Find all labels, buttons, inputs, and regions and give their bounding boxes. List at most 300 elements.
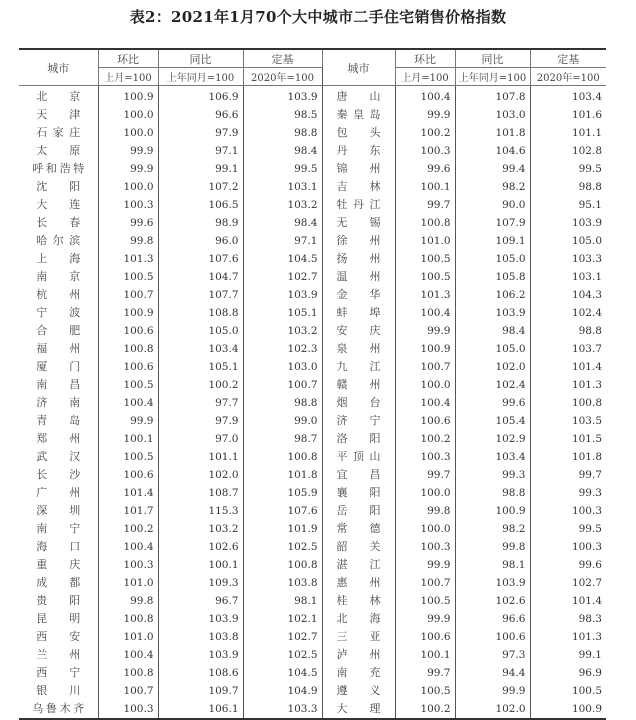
city-cell (19, 160, 98, 178)
city-name: 海口 (36, 540, 81, 553)
table-row (19, 178, 606, 196)
fixed-value: 101.4 (530, 592, 606, 610)
fixed-value: 100.3 (530, 502, 606, 520)
fixed-value: 103.9 (243, 86, 322, 107)
mom-value: 100.3 (395, 448, 455, 466)
table-row (19, 664, 606, 682)
city-cell (19, 250, 98, 268)
city-cell (19, 232, 98, 250)
city-cell (322, 484, 395, 502)
fixed-value: 98.3 (530, 610, 606, 628)
fixed-value: 101.3 (530, 376, 606, 394)
header-city-left: 城市 (19, 49, 98, 86)
yoy-value: 105.8 (455, 268, 530, 286)
city-name: 丹东 (336, 144, 381, 157)
yoy-value: 99.1 (158, 160, 243, 178)
yoy-value: 103.9 (455, 574, 530, 592)
city-name: 常德 (336, 522, 381, 535)
header-mom-left: 环比 (98, 49, 158, 68)
yoy-value: 105.0 (455, 340, 530, 358)
table-row (19, 520, 606, 538)
fixed-value: 103.9 (530, 214, 606, 232)
table-row (19, 142, 606, 160)
yoy-value: 102.0 (455, 358, 530, 376)
mom-value: 100.3 (98, 196, 158, 214)
city-name: 广州 (36, 486, 81, 499)
yoy-value: 90.0 (455, 196, 530, 214)
city-name: 宁波 (36, 306, 81, 319)
mom-value: 100.2 (395, 430, 455, 448)
yoy-value: 107.9 (455, 214, 530, 232)
city-cell (19, 700, 98, 719)
table-row (19, 268, 606, 286)
yoy-value: 107.2 (158, 178, 243, 196)
fixed-value: 101.8 (243, 466, 322, 484)
yoy-value: 107.8 (455, 86, 530, 107)
mom-value: 99.9 (98, 142, 158, 160)
city-name: 韶关 (336, 540, 381, 553)
yoy-value: 102.4 (455, 376, 530, 394)
city-name: 深圳 (36, 504, 81, 517)
table-row (19, 394, 606, 412)
table-row (19, 232, 606, 250)
city-cell (19, 466, 98, 484)
city-name: 湛江 (336, 558, 381, 571)
city-name: 贵阳 (36, 594, 81, 607)
city-cell (19, 412, 98, 430)
mom-value: 101.3 (395, 286, 455, 304)
city-name: 桂林 (336, 594, 381, 607)
city-name: 长沙 (36, 468, 81, 481)
mom-value: 99.8 (395, 502, 455, 520)
mom-value: 99.9 (395, 610, 455, 628)
yoy-value: 109.1 (455, 232, 530, 250)
table-row (19, 700, 606, 719)
price-index-table (19, 48, 606, 720)
fixed-value: 103.4 (530, 86, 606, 107)
fixed-value: 104.3 (530, 286, 606, 304)
city-cell (19, 178, 98, 196)
city-cell (322, 358, 395, 376)
table-row (19, 592, 606, 610)
city-cell (19, 610, 98, 628)
city-name: 北京 (36, 90, 81, 103)
city-name: 徐州 (336, 234, 381, 247)
mom-value: 100.4 (98, 646, 158, 664)
mom-value: 100.5 (395, 592, 455, 610)
yoy-value: 102.0 (455, 700, 530, 719)
city-cell (19, 646, 98, 664)
city-cell (19, 376, 98, 394)
city-name: 郑州 (36, 432, 81, 445)
fixed-value: 103.8 (243, 574, 322, 592)
fixed-value: 96.9 (530, 664, 606, 682)
city-name: 昆明 (36, 612, 81, 625)
yoy-value: 98.2 (455, 520, 530, 538)
city-cell (19, 304, 98, 322)
mom-value: 100.6 (98, 466, 158, 484)
city-name: 乌鲁木齐 (32, 702, 85, 715)
yoy-value: 98.1 (455, 556, 530, 574)
city-cell (19, 124, 98, 142)
yoy-value: 107.6 (158, 250, 243, 268)
fixed-value: 99.5 (530, 160, 606, 178)
fixed-value: 101.1 (530, 124, 606, 142)
table-body (19, 86, 606, 720)
fixed-value: 98.8 (530, 178, 606, 196)
mom-value: 99.6 (395, 160, 455, 178)
city-cell (322, 664, 395, 682)
city-name: 泉州 (336, 342, 381, 355)
mom-value: 100.1 (98, 430, 158, 448)
mom-value: 100.0 (395, 520, 455, 538)
header-fixed-left: 定基 (243, 49, 322, 68)
city-cell (322, 304, 395, 322)
fixed-value: 99.5 (530, 520, 606, 538)
yoy-value: 108.8 (158, 304, 243, 322)
city-name: 哈尔滨 (36, 234, 81, 247)
table-row (19, 538, 606, 556)
header-mom-base-right: 上月=100 (395, 68, 455, 86)
city-name: 武汉 (36, 450, 81, 463)
table-row (19, 106, 606, 124)
yoy-value: 96.6 (455, 610, 530, 628)
city-cell (322, 142, 395, 160)
mom-value: 100.5 (98, 268, 158, 286)
city-name: 西安 (36, 630, 81, 643)
fixed-value: 101.4 (530, 358, 606, 376)
yoy-value: 102.0 (158, 466, 243, 484)
mom-value: 100.4 (395, 394, 455, 412)
fixed-value: 102.3 (243, 340, 322, 358)
yoy-value: 104.6 (455, 142, 530, 160)
mom-value: 101.7 (98, 502, 158, 520)
mom-value: 100.8 (98, 340, 158, 358)
city-cell (322, 286, 395, 304)
city-cell (322, 592, 395, 610)
city-cell (19, 664, 98, 682)
mom-value: 100.9 (98, 86, 158, 107)
table-row (19, 574, 606, 592)
mom-value: 100.0 (98, 124, 158, 142)
yoy-value: 98.9 (158, 214, 243, 232)
yoy-value: 103.2 (158, 520, 243, 538)
city-cell (322, 574, 395, 592)
fixed-value: 102.8 (530, 142, 606, 160)
fixed-value: 102.5 (243, 646, 322, 664)
mom-value: 99.9 (395, 322, 455, 340)
city-name: 烟台 (336, 396, 381, 409)
city-cell (19, 448, 98, 466)
yoy-value: 105.0 (158, 322, 243, 340)
yoy-value: 100.1 (158, 556, 243, 574)
fixed-value: 100.5 (530, 682, 606, 700)
city-cell (19, 196, 98, 214)
city-name: 岳阳 (336, 504, 381, 517)
fixed-value: 101.8 (530, 448, 606, 466)
city-name: 呼和浩特 (32, 162, 85, 175)
city-cell (322, 682, 395, 700)
mom-value: 100.0 (395, 376, 455, 394)
city-name: 唐山 (336, 90, 381, 103)
yoy-value: 99.3 (455, 466, 530, 484)
table-row (19, 556, 606, 574)
header-yoy-base-right: 上年同月=100 (455, 68, 530, 86)
fixed-value: 103.1 (243, 178, 322, 196)
fixed-value: 98.4 (243, 214, 322, 232)
city-name: 南宁 (36, 522, 81, 535)
yoy-value: 101.8 (455, 124, 530, 142)
fixed-value: 105.9 (243, 484, 322, 502)
city-name: 太原 (36, 144, 81, 157)
city-cell (322, 502, 395, 520)
city-name: 合肥 (36, 324, 81, 337)
city-name: 泸州 (336, 648, 381, 661)
mom-value: 99.7 (395, 196, 455, 214)
table-row (19, 86, 606, 107)
city-cell (19, 430, 98, 448)
fixed-value: 103.2 (243, 196, 322, 214)
city-cell (322, 250, 395, 268)
fixed-value: 98.7 (243, 430, 322, 448)
fixed-value: 101.9 (243, 520, 322, 538)
fixed-value: 102.7 (243, 268, 322, 286)
fixed-value: 103.5 (530, 412, 606, 430)
city-name: 北海 (336, 612, 381, 625)
table-row (19, 250, 606, 268)
table-row (19, 160, 606, 178)
mom-value: 99.9 (395, 556, 455, 574)
yoy-value: 98.2 (455, 178, 530, 196)
table-row (19, 322, 606, 340)
mom-value: 101.3 (98, 250, 158, 268)
header-city-right: 城市 (322, 49, 395, 86)
city-name: 银川 (36, 684, 81, 697)
mom-value: 100.4 (98, 538, 158, 556)
table-row (19, 628, 606, 646)
yoy-value: 96.0 (158, 232, 243, 250)
mom-value: 100.4 (395, 86, 455, 107)
mom-value: 101.0 (98, 628, 158, 646)
mom-value: 100.6 (98, 322, 158, 340)
fixed-value: 98.4 (243, 142, 322, 160)
city-name: 兰州 (36, 648, 81, 661)
fixed-value: 98.8 (530, 322, 606, 340)
fixed-value: 102.1 (243, 610, 322, 628)
fixed-value: 103.3 (530, 250, 606, 268)
city-cell (322, 86, 395, 107)
city-cell (322, 322, 395, 340)
city-cell (19, 556, 98, 574)
yoy-value: 107.7 (158, 286, 243, 304)
mom-value: 99.7 (395, 664, 455, 682)
mom-value: 99.8 (98, 592, 158, 610)
city-name: 温州 (336, 270, 381, 283)
city-cell (322, 700, 395, 719)
yoy-value: 115.3 (158, 502, 243, 520)
mom-value: 100.2 (395, 700, 455, 719)
yoy-value: 103.9 (158, 646, 243, 664)
mom-value: 100.8 (395, 214, 455, 232)
city-name: 天津 (36, 108, 81, 121)
fixed-value: 104.9 (243, 682, 322, 700)
city-name: 金华 (336, 288, 381, 301)
yoy-value: 96.7 (158, 592, 243, 610)
table-row (19, 358, 606, 376)
fixed-value: 103.9 (243, 286, 322, 304)
city-name: 济宁 (336, 414, 381, 427)
mom-value: 100.3 (98, 556, 158, 574)
table-row (19, 466, 606, 484)
mom-value: 100.0 (98, 106, 158, 124)
yoy-value: 108.7 (158, 484, 243, 502)
mom-value: 99.6 (98, 214, 158, 232)
city-name: 成都 (36, 576, 81, 589)
fixed-value: 99.6 (530, 556, 606, 574)
city-cell (322, 232, 395, 250)
mom-value: 100.5 (395, 682, 455, 700)
city-cell (19, 592, 98, 610)
yoy-value: 106.2 (455, 286, 530, 304)
mom-value: 100.7 (395, 358, 455, 376)
mom-value: 100.9 (395, 340, 455, 358)
mom-value: 100.2 (395, 124, 455, 142)
header-fixed-base-left: 2020年=100 (243, 68, 322, 86)
table-row (19, 124, 606, 142)
yoy-value: 103.0 (455, 106, 530, 124)
yoy-value: 105.1 (158, 358, 243, 376)
table-row (19, 214, 606, 232)
yoy-value: 97.3 (455, 646, 530, 664)
mom-value: 100.1 (395, 178, 455, 196)
city-name: 洛阳 (336, 432, 381, 445)
fixed-value: 99.3 (530, 484, 606, 502)
fixed-value: 100.3 (530, 538, 606, 556)
mom-value: 99.9 (98, 412, 158, 430)
fixed-value: 103.0 (243, 358, 322, 376)
mom-value: 100.0 (98, 178, 158, 196)
city-cell (19, 520, 98, 538)
table-row (19, 484, 606, 502)
table-row (19, 502, 606, 520)
city-name: 大连 (36, 198, 81, 211)
mom-value: 101.4 (98, 484, 158, 502)
table-row (19, 682, 606, 700)
yoy-value: 103.9 (158, 610, 243, 628)
city-cell (19, 142, 98, 160)
fixed-value: 103.2 (243, 322, 322, 340)
mom-value: 100.2 (98, 520, 158, 538)
city-name: 福州 (36, 342, 81, 355)
city-name: 重庆 (36, 558, 81, 571)
table-row (19, 286, 606, 304)
fixed-value: 98.8 (243, 124, 322, 142)
yoy-value: 106.1 (158, 700, 243, 719)
yoy-value: 102.6 (455, 592, 530, 610)
yoy-value: 103.4 (158, 340, 243, 358)
mom-value: 100.6 (395, 412, 455, 430)
fixed-value: 99.5 (243, 160, 322, 178)
city-name: 大理 (336, 702, 381, 715)
table-row (19, 196, 606, 214)
fixed-value: 104.5 (243, 664, 322, 682)
fixed-value: 102.5 (243, 538, 322, 556)
city-cell (322, 556, 395, 574)
fixed-value: 102.7 (243, 628, 322, 646)
fixed-value: 101.6 (530, 106, 606, 124)
city-name: 南京 (36, 270, 81, 283)
city-name: 南昌 (36, 378, 81, 391)
header-mom-right: 环比 (395, 49, 455, 68)
city-name: 遵义 (336, 684, 381, 697)
fixed-value: 95.1 (530, 196, 606, 214)
yoy-value: 96.6 (158, 106, 243, 124)
mom-value: 99.9 (98, 160, 158, 178)
fixed-value: 100.8 (243, 556, 322, 574)
fixed-value: 104.5 (243, 250, 322, 268)
city-cell (322, 268, 395, 286)
city-name: 无锡 (336, 216, 381, 229)
yoy-value: 97.9 (158, 412, 243, 430)
yoy-value: 98.8 (455, 484, 530, 502)
city-name: 惠州 (336, 576, 381, 589)
mom-value: 100.3 (395, 538, 455, 556)
city-cell (322, 340, 395, 358)
mom-value: 100.1 (395, 646, 455, 664)
city-name: 南充 (336, 666, 381, 679)
city-name: 长春 (36, 216, 81, 229)
mom-value: 99.9 (395, 106, 455, 124)
yoy-value: 99.9 (455, 682, 530, 700)
yoy-value: 106.9 (158, 86, 243, 107)
mom-value: 100.3 (395, 142, 455, 160)
yoy-value: 104.7 (158, 268, 243, 286)
city-name: 扬州 (336, 252, 381, 265)
table-row (19, 430, 606, 448)
city-cell (322, 448, 395, 466)
mom-value: 100.4 (98, 394, 158, 412)
mom-value: 100.5 (395, 250, 455, 268)
city-name: 石家庄 (36, 126, 81, 139)
city-name: 厦门 (36, 360, 81, 373)
fixed-value: 105.1 (243, 304, 322, 322)
table-row (19, 448, 606, 466)
city-cell (322, 628, 395, 646)
fixed-value: 97.1 (243, 232, 322, 250)
mom-value: 100.7 (98, 682, 158, 700)
yoy-value: 105.4 (455, 412, 530, 430)
table-row (19, 304, 606, 322)
mom-value: 100.5 (395, 268, 455, 286)
table-row (19, 646, 606, 664)
yoy-value: 98.4 (455, 322, 530, 340)
city-cell (322, 538, 395, 556)
header-fixed-right: 定基 (530, 49, 606, 68)
fixed-value: 103.3 (243, 700, 322, 719)
fixed-value: 99.0 (243, 412, 322, 430)
yoy-value: 97.7 (158, 394, 243, 412)
yoy-value: 109.7 (158, 682, 243, 700)
city-name: 蚌埠 (336, 306, 381, 319)
city-cell (322, 430, 395, 448)
mom-value: 100.0 (395, 484, 455, 502)
table-row (19, 376, 606, 394)
city-cell (19, 574, 98, 592)
city-name: 青岛 (36, 414, 81, 427)
yoy-value: 102.6 (158, 538, 243, 556)
city-cell (322, 160, 395, 178)
city-name: 济南 (36, 396, 81, 409)
